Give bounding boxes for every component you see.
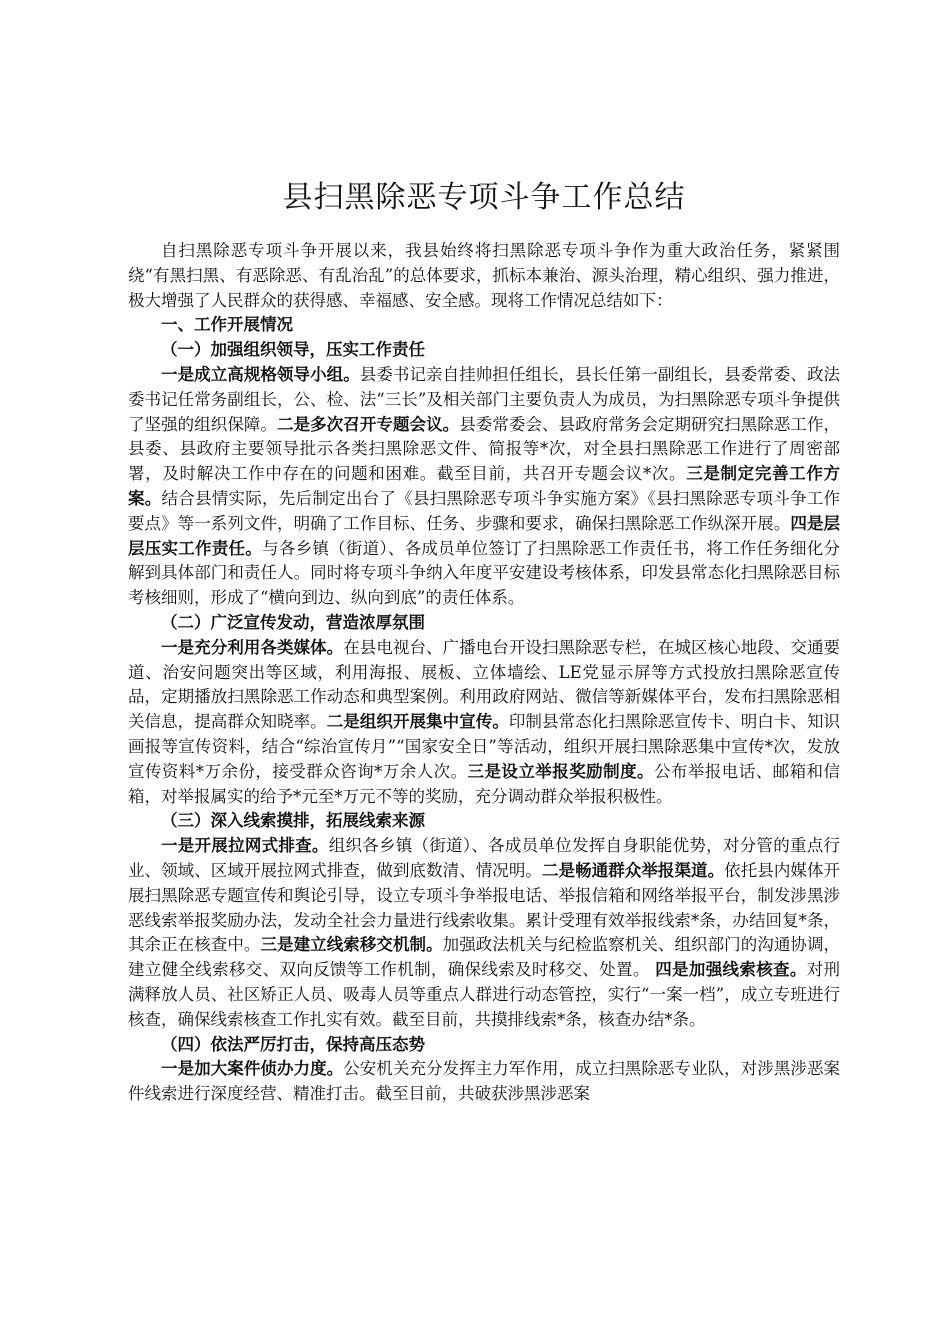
point-text: 县委书记亲自挂帅担任组长，县长任第一副组长，县委常委、政法委书记任常务副组长，公、检、法“三长”及相关部门主要负责人为成员，为扫黑除恶专项斗争提供了坚强的组织保障。: [128, 364, 840, 434]
section-heading-1: 一、工作开展情况: [161, 315, 293, 335]
subsection-heading-3: （三）深入线索摸排，拓展线索来源: [161, 811, 425, 831]
point-title: 一是成立高规格领导小组。: [161, 364, 360, 384]
point-text: 加强政法机关与纪检监察机关、组织部门的沟通协调，建立健全线索移交、双向反馈等工作机制，确保线索及时移交、处置。: [128, 935, 841, 980]
point-title: 二是组织开展集中宣传。: [326, 712, 509, 732]
point-title: 四是层层压实工作责任。: [128, 513, 841, 558]
document-page: [128, 0, 840, 1344]
point-text: 结合县情实际，先后制定出台了《县扫黑除恶专项斗争实施方案》《县扫黑除恶专项斗争工作要点》等一系列文件，明确了工作目标、任务、步骤和要求，确保扫黑除恶工作纵深开展。: [128, 488, 841, 533]
point-text: 在县电视台、广播电台开设扫黑除恶专栏，在城区核心地段、交通要道、治安问题突出等区域，利用海报、展板、立体墙绘、LE党显示屏等方式投放扫黑除恶宣传品，定期播放扫黑除恶工作动态和典型案例。利用政府网站、微信等新媒体平台，发布扫黑除恶相关信息，提高群众知晓率。: [128, 637, 840, 732]
point-title: 三是制定完善工作方案。: [128, 464, 841, 508]
subsection-heading-4: （四）依法严厉打击，保持高压态势: [161, 1034, 425, 1054]
point-title: 一是充分利用各类媒体。: [161, 637, 344, 657]
point-text: 县委常委会、县政府常务会定期研究扫黑除恶工作，县委、县政府主要领导批示各类扫黑除恶文件、简报等*次，对全县扫黑除恶工作进行了周密部署，及时解决工作中存在的问题和困难。截至目前，共召开专题会议*次。: [128, 414, 841, 484]
point-title: 二是畅通群众举报渠道。: [542, 860, 725, 880]
point-text: 依托县内媒体开展扫黑除恶专题宣传和舆论引导，设立专项斗争举报电话、举报信箱和网络举报平台，制发涉黑涉恶线索举报奖励办法，发动全社会力量进行线索收集。累计受理有效举报线索*条，办结回复*条，其余正在核查中。: [128, 860, 841, 955]
point-text: 组织各乡镇（街道）、各成员单位发挥自身职能优势，对分管的重点行业、领域、区域开展拉网式排查，做到底数清、情况明。: [128, 836, 841, 880]
point-text: 公安机关充分发挥主力军作用，成立扫黑除恶专业队，对涉黑涉恶案件线索进行深度经营、精准打击。截至目前，共破获涉黑涉恶案: [128, 1059, 840, 1104]
intro-paragraph: 自扫黑除恶专项斗争开展以来，我县始终将扫黑除恶专项斗争作为重大政治任务，紧紧围绕“有黑扫黑、有恶除恶、有乱治乱”的总体要求，抓标本兼治、源头治理，精心组织、强力推进，极大增强了人民群众的获得感、幸福感、安全感。现将工作情况总结如下：: [128, 241, 840, 310]
subsection-heading-1: （一）加强组织领导，压实工作责任: [161, 340, 425, 360]
point-title: 四是加强线索核查。: [655, 960, 807, 980]
subsection-1-paragraph: [128, 363, 840, 611]
document-body: [128, 239, 840, 1107]
document-title: 县扫黑除恶专项斗争工作总结: [282, 180, 686, 215]
point-text: 对刑满释放人员、社区矫正人员、吸毒人员等重点人群进行动态管控，实行“一案一档”，成立专班进行核查，确保线索核查工作扎实有效。截至目前，共摸排线索*条，核查办结*条。: [128, 960, 841, 1029]
subsection-2-paragraph: [128, 636, 840, 810]
point-text: 公布举报电话、邮箱和信箱，对举报属实的给予*元至*万元不等的奖励，充分调动群众举报积极性。: [128, 761, 841, 806]
subsection-3-paragraph: [128, 834, 840, 1032]
point-title: 一是开展拉网式排查。: [161, 836, 329, 856]
point-title: 三是建立线索移交机制。: [260, 935, 443, 955]
subsection-heading-2: （二）广泛宣传发动，营造浓厚氛围: [161, 612, 425, 632]
point-text: 印制县常态化扫黑除恶宣传卡、明白卡、知识画报等宣传资料，结合“综治宣传月”“国家安全日”等活动，组织开展扫黑除恶集中宣传*次，发放宣传资料*万余份，接受群众咨询*万余人次。: [128, 712, 841, 781]
subsection-4-paragraph: [128, 1057, 840, 1107]
point-title: 一是加大案件侦办力度。: [161, 1059, 344, 1079]
point-title: 三是设立举报奖励制度。: [467, 761, 654, 781]
point-text: 与各乡镇（街道）、各成员单位签订了扫黑除恶工作责任书，将工作任务细化分解到具体部门和责任人。同时将专项斗争纳入年度平安建设考核体系，印发县常态化扫黑除恶目标考核细则，形成了“横向到边、纵向到底”的责任体系。: [128, 538, 841, 608]
point-title: 二是多次召开专题会议。: [277, 414, 460, 434]
